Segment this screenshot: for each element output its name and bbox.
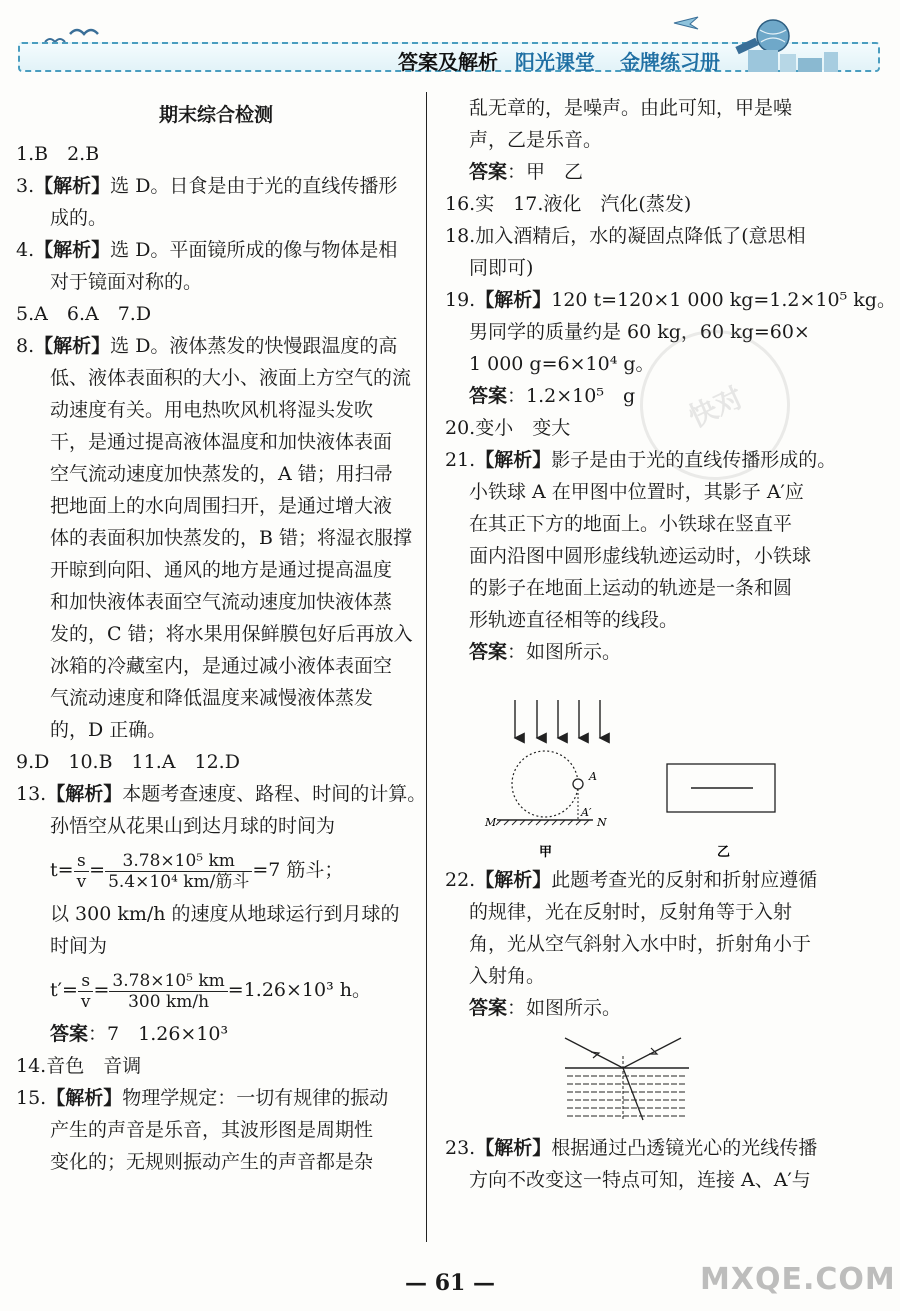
- answer-line: 开晾到向阳、通风的地方是通过提高温度: [50, 559, 393, 581]
- item-number: 22.: [445, 869, 476, 891]
- answer-line: 乱无章的，是噪声。由此可知，甲是噪: [469, 97, 793, 119]
- answer-line: 形轨迹直径相等的线段。: [469, 609, 679, 631]
- answer-line: 小铁球 A 在甲图中位置时，其影子 A′应: [469, 481, 804, 503]
- line-text: 选 D。日食是由于光的直线传播形: [110, 175, 398, 197]
- caption-yi: 乙: [717, 845, 731, 860]
- answer-line: 9.D 10.B 11.A 12.D: [16, 751, 240, 773]
- answer-line: 的影子在地面上运动的轨迹是一条和圆: [469, 577, 793, 599]
- answer-line: [16, 234, 416, 266]
- line-text: ：如图所示。: [507, 641, 622, 663]
- item-number: 8.: [16, 335, 35, 357]
- item-number: 4.: [16, 239, 35, 261]
- answer-line: 18.加入酒精后，水的凝固点降低了(意思相: [445, 225, 806, 247]
- page-number: — 61 —: [405, 1270, 495, 1296]
- figure-refraction: [445, 1024, 885, 1132]
- answer-line: 把地面上的水向周围扫开，是通过增大液: [50, 495, 393, 517]
- answer-tag: 答案: [469, 997, 508, 1019]
- answer-line: [16, 170, 416, 202]
- line-text: ：7 1.26×10³: [88, 1023, 229, 1045]
- answer-line: 空气流动速度加快蒸发的，A 错；用扫帚: [50, 463, 393, 485]
- page-header: [0, 0, 900, 88]
- answer-line: 声，乙是乐音。: [469, 129, 603, 151]
- analysis-tag: 【解析】: [46, 783, 123, 805]
- answer-line: 体的表面积加快蒸发的，B 错；将湿衣服撑: [50, 527, 413, 549]
- label-point-m: M: [485, 816, 497, 829]
- answer-line: 对于镜面对称的。: [50, 271, 203, 293]
- answer-line: [16, 778, 427, 810]
- answer-line: 1 000 g=6×10⁴ g。: [469, 353, 655, 375]
- answer-line: [445, 284, 896, 316]
- answer-line: 变化的；无规则振动产生的声音都是杂: [50, 1151, 374, 1173]
- answer-line: [445, 156, 885, 188]
- answer-line: 20.变小 变大: [445, 417, 571, 439]
- analysis-tag: 【解析】: [34, 175, 111, 197]
- line-text: 影子是由于光的直线传播形成的。: [551, 449, 837, 471]
- answer-line: 5.A 6.A 7.D: [16, 303, 152, 325]
- answer-line: [16, 330, 416, 362]
- item-number: 13.: [16, 783, 47, 805]
- answer-line: 角，光从空气斜射入水中时，折射角小于: [469, 933, 812, 955]
- answer-line: 产生的声音是乐音，其波形图是周期性: [50, 1119, 374, 1141]
- answer-line: [16, 1018, 416, 1050]
- watermark-site: MXQE.COM: [700, 1262, 896, 1297]
- answer-tag: 答案: [469, 641, 508, 663]
- answer-tag: 答案: [469, 161, 508, 183]
- answer-line: 干，是通过提高液体温度和加快液体表面: [50, 431, 393, 453]
- line-text: 选 D。平面镜所成的像与物体是相: [110, 239, 398, 261]
- answer-line: 的，D 正确。: [50, 719, 167, 741]
- globe-telescope-icon: [728, 12, 878, 74]
- answer-line: 方向不改变这一特点可知，连接 A、A′与: [469, 1169, 811, 1191]
- item-number: 15.: [16, 1087, 47, 1109]
- label-point-a-prime: A′: [581, 806, 592, 819]
- analysis-tag: 【解析】: [475, 289, 552, 311]
- answer-line: [16, 1082, 416, 1114]
- header-answers-label: 答案及解析: [398, 50, 498, 74]
- equation-time-hours: t′= $\frac{s}{v}$ = $\frac{\text{3.78×10⁵ km}}{300 km/h}$ =1.26×10³ h。: [50, 970, 371, 1012]
- answer-line: 14.音色 音调: [16, 1055, 142, 1077]
- item-number: 3.: [16, 175, 35, 197]
- answer-tag: 答案: [469, 385, 508, 407]
- line-text: ：甲 乙: [507, 161, 584, 183]
- answer-line: [445, 636, 885, 668]
- analysis-tag: 【解析】: [475, 449, 552, 471]
- line-text: 物理学规定：一切有规律的振动: [122, 1087, 389, 1109]
- answer-line: 在其正下方的地面上。小铁球在竖直平: [469, 513, 793, 535]
- answer-line: [445, 1132, 885, 1164]
- header-brand-sunshine: 阳光课堂: [515, 50, 595, 74]
- header-brand-gold: 金牌练习册: [620, 50, 720, 74]
- figure-refraction-svg: [445, 1024, 885, 1132]
- line-text: ：如图所示。: [507, 997, 622, 1019]
- answer-line: 以 300 km/h 的速度从地球运行到月球的: [50, 903, 400, 925]
- figure-shadow: [445, 668, 885, 864]
- analysis-tag: 【解析】: [475, 1137, 552, 1159]
- answer-line: [445, 864, 885, 896]
- answer-line: 时间为: [50, 935, 108, 957]
- line-text: 选 D。液体蒸发的快慢跟温度的高: [110, 335, 398, 357]
- answer-line: 男同学的质量约是 60 kg，60 kg=60×: [469, 321, 810, 343]
- analysis-tag: 【解析】: [475, 869, 552, 891]
- answer-line: 发的，C 错；将水果用保鲜膜包好后再放入: [50, 623, 413, 645]
- answer-line: 1.B 2.B: [16, 143, 100, 165]
- watermark-stamp: 快对: [615, 305, 814, 504]
- answer-line: 面内沿图中圆形虚线轨迹运动时，小铁球: [469, 545, 812, 567]
- line-text: 根据通过凸透镜光心的光线传播: [551, 1137, 818, 1159]
- label-point-a: A: [589, 770, 597, 783]
- label-point-n: N: [597, 816, 607, 829]
- right-column: [445, 92, 896, 1196]
- answer-line: [445, 992, 885, 1024]
- answer-line: 入射角。: [469, 965, 546, 987]
- answer-line: 低、液体表面积的大小、液面上方空气的流: [50, 367, 412, 389]
- item-number: 21.: [445, 449, 476, 471]
- answer-line: 冰箱的冷藏室内，是通过减小液体表面空: [50, 655, 393, 677]
- plane-icon: [672, 14, 702, 32]
- line-text: ：1.2×10⁵ g: [507, 385, 636, 407]
- answer-tag: 答案: [50, 1023, 89, 1045]
- caption-jia: 甲: [539, 845, 553, 860]
- answer-line: 动速度有关。用电热吹风机将湿头发吹: [50, 399, 374, 421]
- answer-line: 同即可): [469, 257, 534, 279]
- answer-line: 孙悟空从花果山到达月球的时间为: [50, 815, 336, 837]
- line-text: 本题考查速度、路程、时间的计算。: [122, 783, 427, 805]
- item-number: 23.: [445, 1137, 476, 1159]
- item-number: 19.: [445, 289, 476, 311]
- answer-line: 的规律，光在反射时，反射角等于入射: [469, 901, 793, 923]
- answer-line: 气流动速度和降低温度来减慢液体蒸发: [50, 687, 374, 709]
- section-title: 期末综合检测: [158, 104, 273, 126]
- column-divider: [426, 92, 427, 1242]
- answer-line: 和加快液体表面空气流动速度加快液体蒸: [50, 591, 393, 613]
- figure-shadow-svg: [445, 668, 885, 864]
- equation-time-jindou: t= $\frac{s}{v}$ = $\frac{\text{3.78×10⁵ km}}{\text{5.4×10⁴ km/筋斗}}$ =7 筋斗；: [50, 850, 344, 892]
- line-text: 120 t=120×1 000 kg=1.2×10⁵ kg。: [551, 289, 896, 311]
- analysis-tag: 【解析】: [34, 239, 111, 261]
- answer-line: 成的。: [50, 207, 108, 229]
- analysis-tag: 【解析】: [34, 335, 111, 357]
- analysis-tag: 【解析】: [46, 1087, 123, 1109]
- line-text: 此题考查光的反射和折射应遵循: [551, 869, 818, 891]
- left-column: [16, 92, 427, 1178]
- answer-line: 16.实 17.液化 汽化(蒸发): [445, 193, 692, 215]
